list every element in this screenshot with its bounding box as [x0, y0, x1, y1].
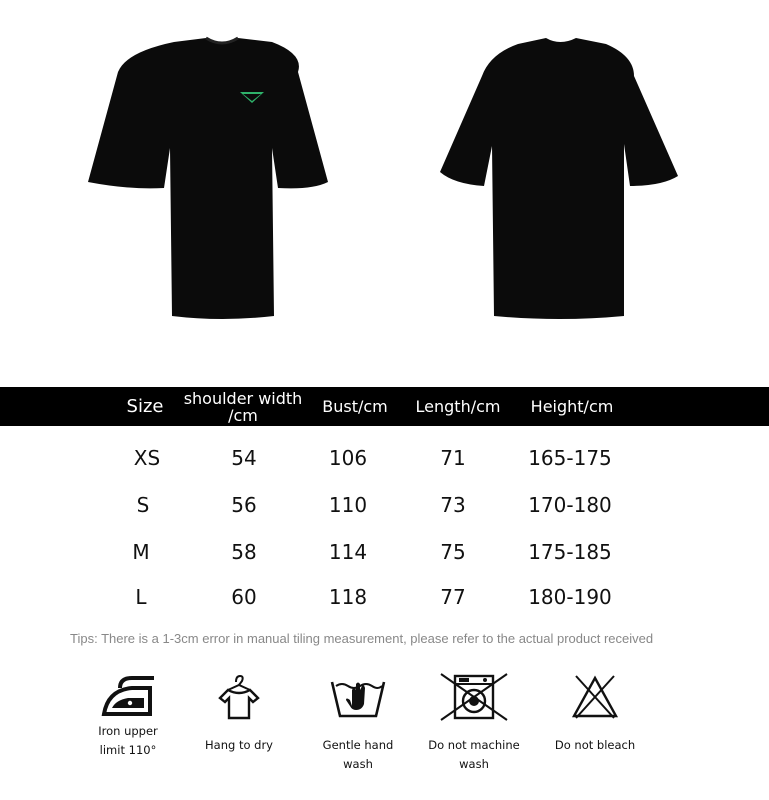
- cell-size: XS: [133, 446, 161, 470]
- cell-length: 71: [440, 446, 466, 470]
- cell-length: 73: [440, 493, 466, 517]
- cell-size: M: [132, 540, 150, 564]
- care-label: Iron upper: [98, 724, 158, 738]
- cell-height: 180-190: [528, 585, 612, 609]
- shirt-back-image: [434, 36, 684, 322]
- cell-shoulder: 54: [231, 446, 257, 470]
- table-row: [0, 443, 769, 473]
- care-hand-wash: [306, 672, 410, 774]
- cell-bust: 106: [328, 446, 368, 470]
- care-hang: [203, 672, 275, 755]
- cell-height: 170-180: [528, 493, 612, 517]
- cell-height: 165-175: [528, 446, 612, 470]
- table-row: [0, 582, 769, 612]
- measurement-tip: Tips: There is a 1-3cm error in manual tiling measurement, please refer to the actual product received: [70, 631, 654, 646]
- hand-wash-icon: [328, 672, 388, 722]
- cell-length: 75: [440, 540, 466, 564]
- cell-bust: 110: [328, 493, 368, 517]
- header-height: Height/cm: [530, 396, 614, 416]
- iron-icon: [98, 672, 158, 722]
- table-row: [0, 490, 769, 520]
- size-table-header: [0, 387, 769, 426]
- care-label: Hang to dry: [205, 738, 273, 752]
- cell-shoulder: 56: [231, 493, 257, 517]
- header-size: Size: [126, 395, 164, 417]
- care-no-machine-wash: [414, 672, 534, 774]
- care-label: Do not machine wash: [428, 738, 520, 771]
- header-length: Length/cm: [415, 396, 501, 416]
- cell-size: S: [136, 493, 150, 517]
- header-bust: Bust/cm: [322, 396, 388, 416]
- cell-bust: 118: [328, 585, 368, 609]
- shirt-front-image: [82, 36, 362, 322]
- header-shoulder-label: shoulder width: [183, 388, 303, 408]
- header-shoulder-unit: /cm: [228, 405, 258, 425]
- care-label: Do not bleach: [554, 738, 636, 752]
- no-machine-wash-icon: [439, 672, 509, 722]
- hanger-icon: [214, 672, 264, 722]
- cell-height: 175-185: [528, 540, 612, 564]
- cell-size: L: [135, 585, 147, 609]
- header-shoulder-width: [180, 387, 306, 426]
- cell-shoulder: 60: [231, 585, 257, 609]
- care-no-bleach: [552, 672, 638, 755]
- no-bleach-icon: [570, 672, 620, 722]
- cell-length: 77: [440, 585, 466, 609]
- table-row: [0, 537, 769, 567]
- cell-shoulder: 58: [231, 540, 257, 564]
- care-iron: [92, 672, 164, 760]
- care-label: limit 110°: [99, 743, 157, 757]
- care-label: Gentle hand wash: [322, 738, 394, 771]
- cell-bust: 114: [328, 540, 368, 564]
